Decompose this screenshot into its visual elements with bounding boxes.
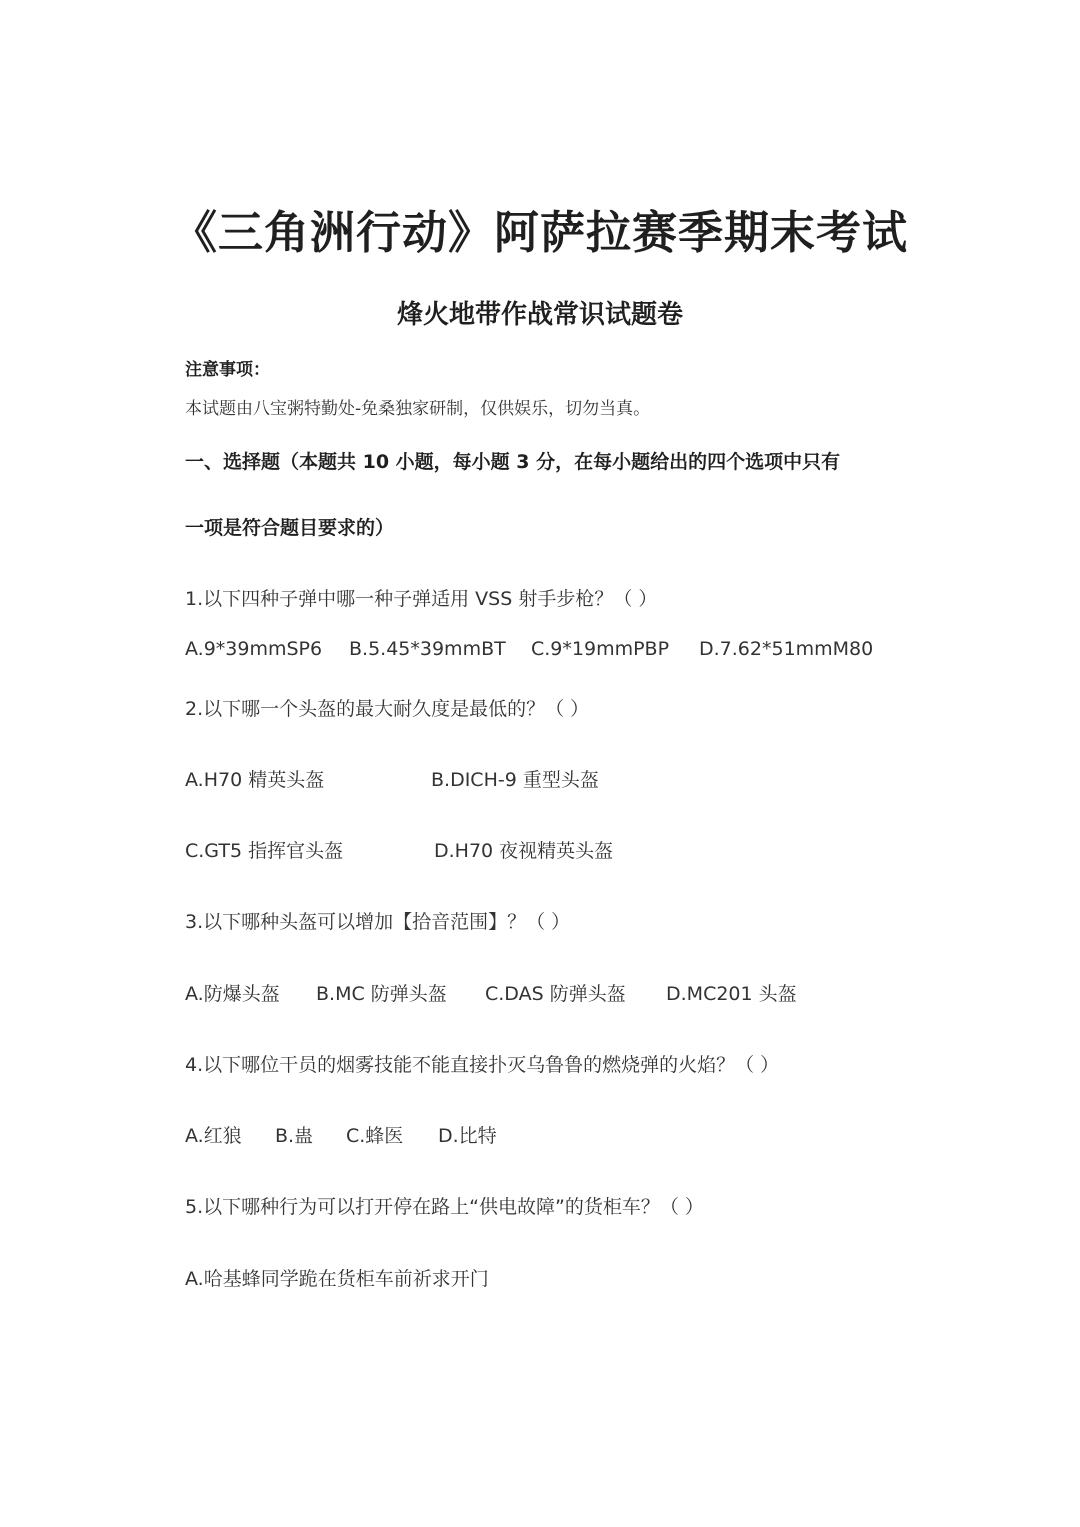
question-3-option-a: A.防爆头盔	[185, 983, 280, 1005]
question-3: 3.以下哪种头盔可以增加【拾音范围】？（ ）	[185, 911, 571, 933]
question-2-option-b: B.DICH-9 重型头盔	[431, 769, 599, 791]
exam-subtitle: 烽火地带作战常识试题卷	[396, 300, 683, 330]
section-heading-line2: 一项是符合题目要求的）	[185, 517, 395, 539]
question-4-option-a: A.红狼	[185, 1125, 242, 1147]
question-1-option-c: C.9*19mmPBP	[531, 638, 670, 660]
question-3-option-d: D.MC201 头盔	[666, 983, 797, 1005]
exam-title: 《三角洲行动》阿萨拉赛季期末考试	[171, 206, 908, 259]
question-5: 5.以下哪种行为可以打开停在路上“供电故障”的货柜车？（ ）	[185, 1196, 704, 1218]
question-1: 1.以下四种子弹中哪一种子弹适用 VSS 射手步枪？（ ）	[185, 588, 658, 610]
notice-label: 注意事项：	[185, 360, 270, 380]
question-1-option-d: D.7.62*51mmM80	[699, 638, 874, 660]
question-2-option-d: D.H70 夜视精英头盔	[434, 840, 614, 862]
question-5-option-a: A.哈基蜂同学跪在货柜车前祈求开门	[185, 1268, 489, 1290]
notice-text: 本试题由八宝粥特勤处-免桑独家研制，仅供娱乐，切勿当真。	[185, 399, 651, 419]
section-heading-line1: 一、选择题（本题共 10 小题，每小题 3 分，在每小题给出的四个选项中只有	[185, 451, 841, 473]
question-2: 2.以下哪一个头盔的最大耐久度是最低的？（ ）	[185, 698, 590, 720]
question-4: 4.以下哪位干员的烟雾技能不能直接扑灭乌鲁鲁的燃烧弹的火焰？（ ）	[185, 1054, 780, 1076]
question-3-option-c: C.DAS 防弹头盔	[485, 983, 626, 1005]
question-1-option-b: B.5.45*39mmBT	[349, 638, 506, 660]
question-4-option-b: B.蛊	[275, 1125, 314, 1147]
question-4-option-d: D.比特	[438, 1125, 497, 1147]
question-3-option-b: B.MC 防弹头盔	[316, 983, 447, 1005]
question-1-option-a: A.9*39mmSP6	[185, 638, 323, 660]
question-2-option-a: A.H70 精英头盔	[185, 769, 325, 791]
question-4-option-c: C.蜂医	[346, 1125, 404, 1147]
question-2-option-c: C.GT5 指挥官头盔	[185, 840, 344, 862]
